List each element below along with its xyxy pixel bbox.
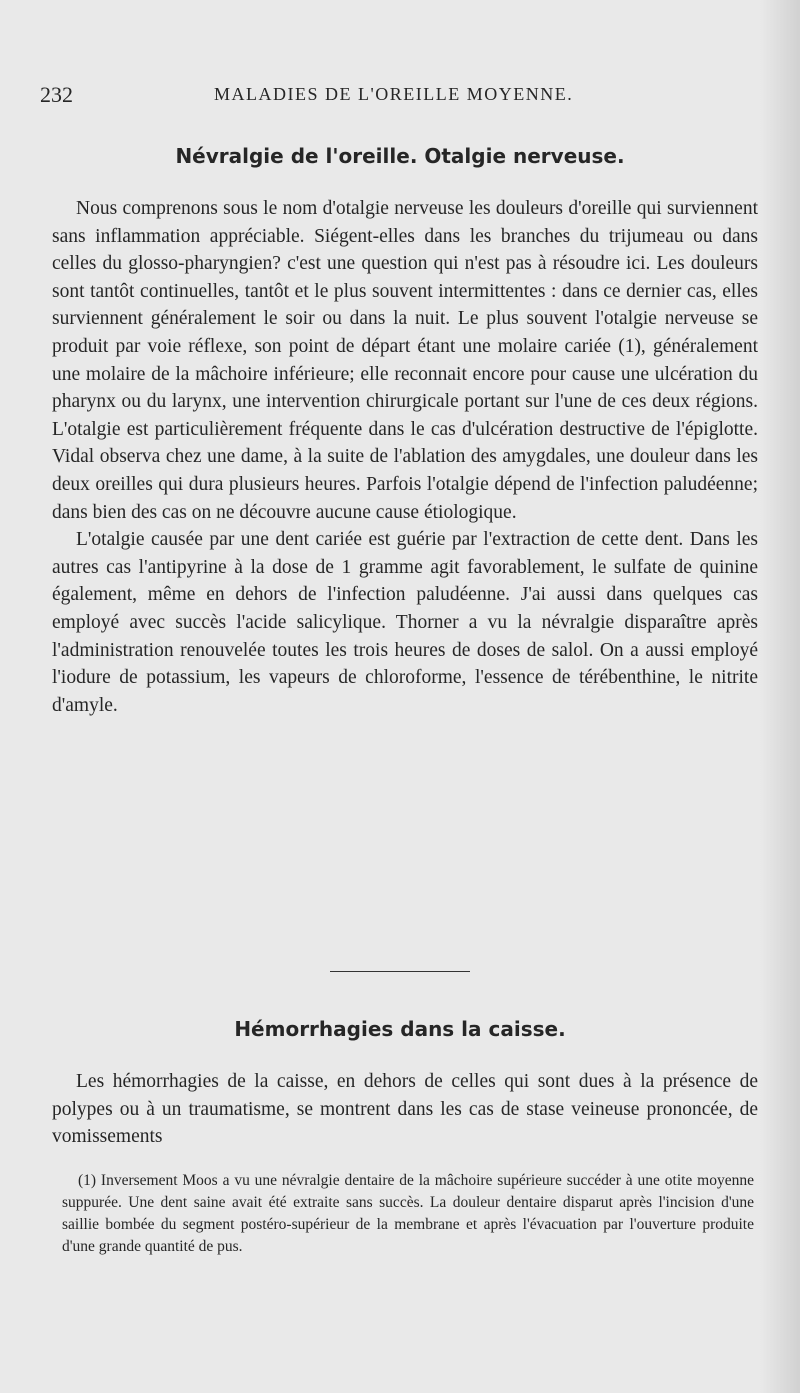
page-edge-shadow	[760, 0, 800, 1393]
running-header	[40, 82, 760, 112]
section-title-hemorrhagies: Hémorrhagies dans la caisse.	[234, 1017, 566, 1041]
paragraph: L'otalgie causée par une dent cariée est guérie par l'extraction de cette dent. Dans les autres cas l'antipyrine à la dose de 1 gramme agit favorablement, le sulfate de quinine également, même en dehors de l'infection paludéenne. J'ai aussi dans quelques cas employé avec succès l'acide salicylique. Thorner a vu la névralgie disparaître après l'administration renouvelée toutes les trois heures de doses de salol. On a aussi employé l'iodure de potassium, les vapeurs de chloroforme, l'essence de térébenthine, le nitrite d'amyle.	[52, 529, 758, 716]
section-title-otalgie: Névralgie de l'oreille. Otalgie nerveuse.	[175, 144, 625, 168]
page-number: 232	[40, 82, 73, 107]
section-otalgie-body	[52, 195, 758, 719]
footnote	[62, 1170, 754, 1258]
footnote-text: (1) Inversement Moos a vu une névralgie dentaire de la mâchoire supérieure succéder à une otite moyenne suppurée. Une dent saine avait été extraite sans succès. La douleur dentaire disparut après l'incision d'une saillie bombée du segment postéro-supérieur de la membrane et après l'évacuation par l'ouverture produite d'une grande quantité de pus.	[62, 1172, 754, 1255]
section-divider	[330, 971, 470, 972]
section-hemorrhagies-body	[52, 1068, 758, 1151]
paragraph: Nous comprenons sous le nom d'otalgie nerveuse les douleurs d'oreille qui surviennent sans inflammation appréciable. Siégent-elles dans les branches du trijumeau ou dans celles du glosso-pharyngien? c'est une question qui n'est pas à résoudre ici. Les douleurs sont tantôt continuelles, tantôt et le plus souvent intermittentes : dans ce dernier cas, elles surviennent généralement le soir ou dans la nuit. Le plus souvent l'otalgie nerveuse se produit par voie réflexe, son point de départ étant une molaire cariée (1), généralement une molaire de la mâchoire inférieure; elle reconnait encore pour cause une ulcération du pharynx ou du larynx, une intervention chirurgicale portant sur l'une de ces deux régions. L'otalgie est particulièrement fréquente dans le cas d'ulcération destructive de l'épiglotte. Vidal observa chez une dame, à la suite de l'ablation des amygdales, une douleur dans les deux oreilles qui dura plusieurs heures. Parfois l'otalgie dépend de l'infection paludéenne; dans bien des cas on ne découvre aucune cause étiologique.	[52, 198, 758, 523]
paragraph: Les hémorrhagies de la caisse, en dehors de celles qui sont dues à la présence de polypes ou à un traumatisme, se montrent dans les cas de stase veineuse prononcée, de vomissements	[52, 1071, 758, 1148]
running-title: MALADIES DE L'OREILLE MOYENNE.	[214, 84, 574, 104]
